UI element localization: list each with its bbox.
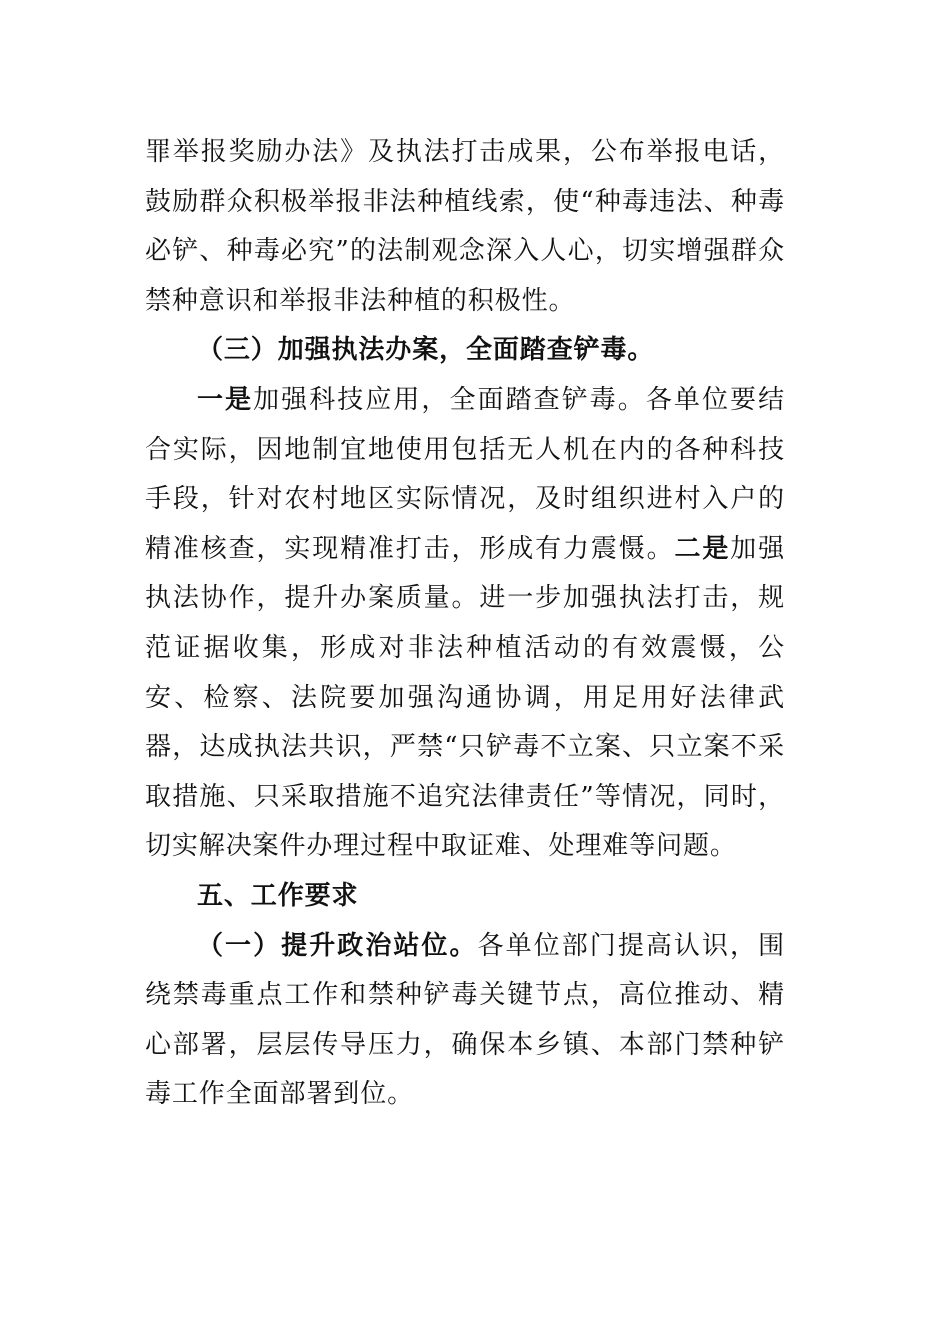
section-heading-text: 五、工作要求 <box>197 880 359 911</box>
paragraph-text-second: 加强执法协作，提升办案质量。进一步加强执法打击，规范证据收集，形成对非法种植活动的有效震慑，公安、检察、法院要加强沟通协调，用足用好法律武器，达成执法共识，严禁“只铲毒不立案、只立案不采取措施、只采取措施不追究法律责任”等情况，同时，切实解决案件办理过程中取证难、处理难等问题。 <box>145 533 785 862</box>
paragraph-enforcement <box>145 376 785 872</box>
subheading-text: （三）加强执法办案，全面踏查铲毒。 <box>197 335 655 366</box>
lead-second: 二是 <box>674 533 731 564</box>
lead-first: 一是 <box>197 384 254 415</box>
paragraph-reporting <box>145 128 785 326</box>
paragraph-text-first: 加强科技应用，全面踏查铲毒。各单位要结合实际，因地制宜地使用包括无人机在内的各种科技手段，针对农村地区实际情况，及时组织进村入户的精准核查，实现精准打击，形成有力震慑。 <box>145 384 785 564</box>
paragraph-text: 各单位部门提高认识，围绕禁毒重点工作和禁种铲毒关键节点，高位推动、精心部署，层层传导压力，确保本乡镇、本部门禁种铲毒工作全面部署到位。 <box>145 930 785 1110</box>
paragraph-political-stance <box>145 922 785 1120</box>
section-heading-requirements <box>145 872 785 922</box>
subheading-enforcement <box>145 326 785 376</box>
lead-political-stance: （一）提升政治站位。 <box>197 930 478 961</box>
paragraph-text: 罪举报奖励办法》及执法打击成果，公布举报电话，鼓励群众积极举报非法种植线索，使“种毒违法、种毒必铲、种毒必究”的法制观念深入人心，切实增强群众禁种意识和举报非法种植的积极性。 <box>145 137 785 316</box>
document-body <box>145 128 785 1120</box>
